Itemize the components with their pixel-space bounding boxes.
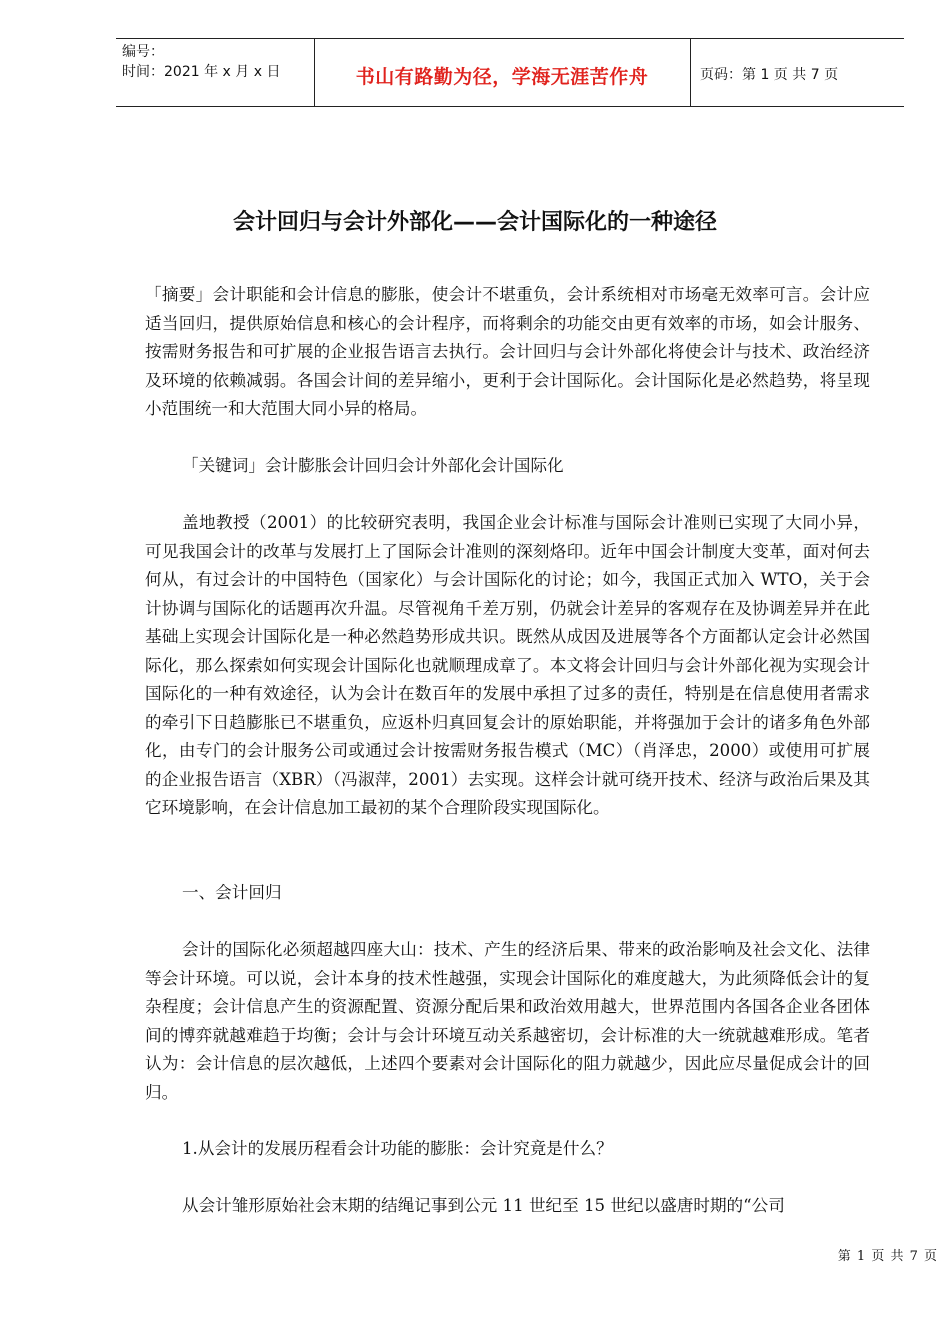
header-top-rule — [116, 38, 904, 39]
page-footer: 第 1 页 共 7 页 — [837, 1249, 938, 1264]
section-heading-1: 一、会计回归 — [182, 883, 282, 902]
document-title: 会计回归与会计外部化——会计国际化的一种途径 — [232, 210, 717, 235]
header-meta — [122, 42, 280, 82]
body-paragraph-3: 从会计雏形原始社会末期的结绳记事到公元 11 世纪至 15 世纪以盛唐时期的“公司 — [182, 1196, 785, 1215]
abstract-paragraph: 「摘要」会计职能和会计信息的膨胀，使会计不堪重负，会计系统相对市场毫无效率可言。会计应适当回归，提供原始信息和核心的会计程序，而将剩余的功能交由更有效率的市场，如会计服务、按需财务报告和可扩展的企业报告语言去执行。会计回归与会计外部化将使会计与技术、政治经济及环境的依赖减弱。各国会计间的差异缩小，更利于会计国际化。会计国际化是必然趋势，将呈现小范围统一和大范围大同小异的格局。 — [145, 285, 870, 418]
header-divider-right — [690, 38, 691, 106]
page-header — [116, 38, 904, 106]
header-bottom-rule — [116, 106, 904, 107]
keywords-paragraph: 「关键词」会计膨胀会计回归会计外部化会计国际化 — [182, 456, 564, 475]
body-paragraph-2: 会计的国际化必须超越四座大山：技术、产生的经济后果、带来的政治影响及社会文化、法律等会计环境。可以说，会计本身的技术性越强，实现会计国际化的难度越大，为此须降低会计的复杂程度；会计信息产生的资源配置、资源分配后果和政治效用越大，世界范围内各国各企业各团体间的博弈就越难趋于均衡；会计与会计环境互动关系越密切，会计标准的大一统就越难形成。笔者认为：会计信息的层次越低，上述四个要素对会计国际化的阻力就越少，因此应尽量促成会计的回归。 — [145, 940, 870, 1102]
body-paragraph-1: 盖地教授（2001）的比较研究表明，我国企业会计标准与国际会计准则已实现了大同小异，可见我国会计的改革与发展打上了国际会计准则的深刻烙印。近年中国会计制度大变革，面对何去何从，有过会计的中国特色（国家化）与会计国际化的讨论；如今，我国正式加入 WTO，关于会计协调与国际化的话题再次升温。尽管视角千差万别，仍就会计差异的客观存在及协调差异并在此基础上实现会计国际化是一种必然趋势形成共识。既然从成因及进展等各个方面都认定会计必然国际化，那么探索如何实现会计国际化也就顺理成章了。本文将会计回归与会计外部化视为实现会计国际化的一种有效途径，认为会计在数百年的发展中承担了过多的责任，特别是在信息使用者需求的牵引下日趋膨胀已不堪重负，应返朴归真回复会计的原始职能，并将强加于会计的诸多角色外部化，由专门的会计服务公司或通过会计按需财务报告模式（MC）（肖泽忠，2000）或使用可扩展的企业报告语言（XBR）（冯淑萍，2001）去实现。这样会计就可绕开技术、经济与政治后果及其它环境影响，在会计信息加工最初的某个合理阶段实现国际化。 — [145, 513, 870, 817]
time-label: 时间：2021 年 x 月 x 日 — [122, 64, 281, 80]
number-label: 编号： — [122, 44, 164, 60]
header-page-info: 页码：第 1 页 共 7 页 — [700, 67, 839, 83]
subsection-heading-1: 1.从会计的发展历程看会计功能的膨胀：会计究竟是什么？ — [182, 1139, 613, 1158]
header-motto: 书山有路勤为径，学海无涯苦作舟 — [355, 66, 649, 88]
